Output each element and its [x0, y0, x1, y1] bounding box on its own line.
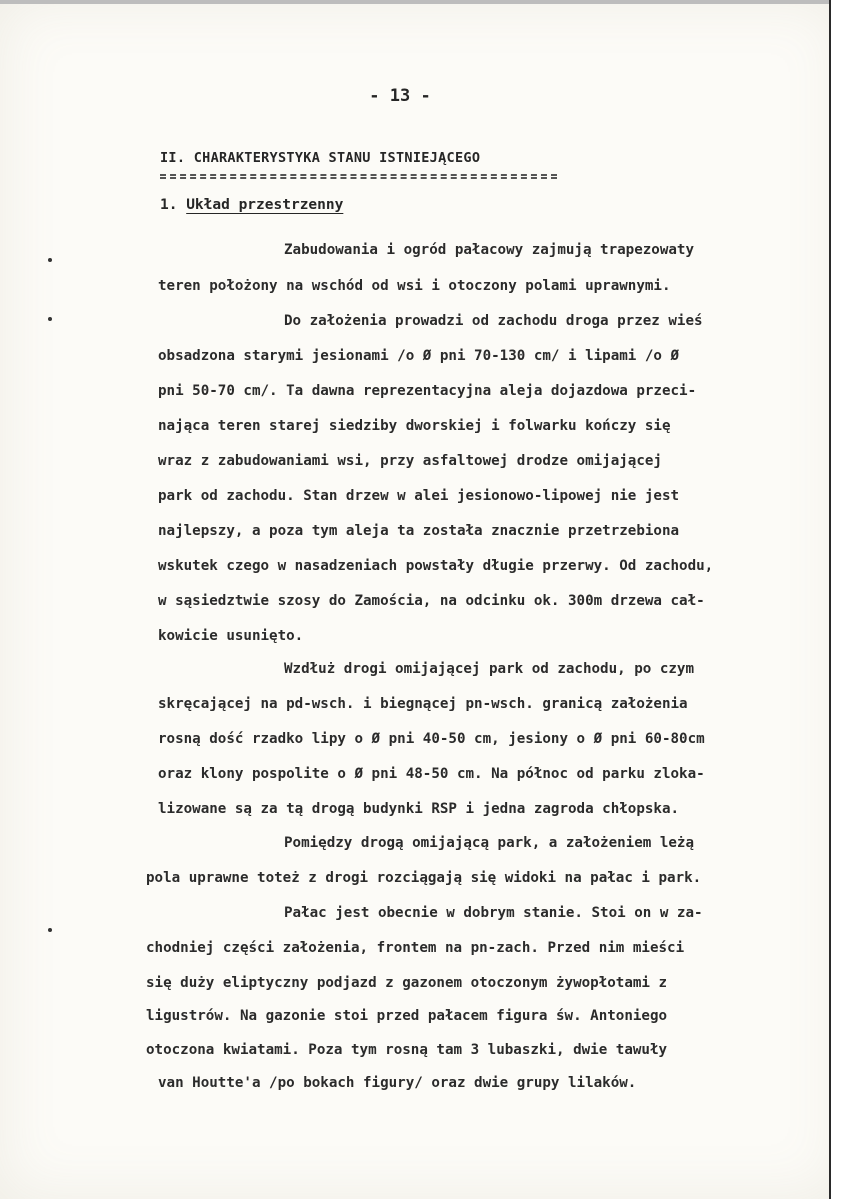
scan-right-edge [829, 0, 843, 1199]
text-line: najlepszy, a poza tym aleja ta została znacznie przetrzebiona [158, 523, 680, 539]
binder-hole-mark [48, 258, 52, 262]
text-line: teren położony na wschód od wsi i otoczony polami uprawnymi. [158, 278, 671, 294]
text-line: chodniej części założenia, frontem na pn-zach. Przed nim mieści [146, 940, 685, 956]
subsection-number: 1. [160, 197, 178, 213]
subsection-title: Układ przestrzenny [186, 197, 344, 213]
text-line: obsadzona starymi jesionami /o Ø pni 70-130 cm/ i lipami /o Ø [158, 348, 680, 364]
text-line: wraz z zabudowaniami wsi, przy asfaltowej drodze omijającej [158, 453, 662, 469]
text-line: otoczona kwiatami. Poza tym rosną tam 3 lubaszki, dwie tawuły [146, 1042, 668, 1058]
binder-hole-mark [48, 928, 52, 932]
text-line: park od zachodu. Stan drzew w alei jesionowo-lipowej nie jest [158, 488, 680, 504]
subsection-heading [160, 197, 343, 213]
text-line: Pałac jest obecnie w dobrym stanie. Stoi on w za- [284, 905, 703, 921]
text-line: nająca teren starej siedziby dworskiej i folwarku kończy się [158, 418, 671, 434]
binder-hole-mark [48, 317, 52, 321]
text-line: wskutek czego w nasadzeniach powstały długie przerwy. Od zachodu, [158, 558, 714, 574]
heading-underline [160, 174, 557, 179]
text-line: Pomiędzy drogą omijającą park, a założeniem leżą [284, 835, 694, 851]
text-line: kowicie usunięto. [158, 628, 304, 644]
text-line: Wzdłuż drogi omijającej park od zachodu, po czym [284, 661, 694, 677]
text-line: rosną dość rzadko lipy o Ø pni 40-50 cm, jesiony o Ø pni 60-80cm [158, 731, 705, 747]
text-line: Do założenia prowadzi od zachodu droga przez wieś [284, 313, 703, 329]
text-line: w sąsiedztwie szosy do Zamościa, na odcinku ok. 300m drzewa cał- [158, 593, 705, 609]
page-number: - 13 - [369, 86, 431, 106]
text-line: skręcającej na pd-wsch. i biegnącej pn-wsch. granicą założenia [158, 696, 688, 712]
text-line: lizowane są za tą drogą budynki RSP i jedna zagroda chłopska. [158, 801, 680, 817]
text-line: pola uprawne toteż z drogi rozciągają się widoki na pałac i park. [146, 870, 702, 886]
section-heading: II. CHARAKTERYSTYKA STANU ISTNIEJĄCEGO [160, 150, 481, 166]
text-line: ligustrów. Na gazonie stoi przed pałacem figura św. Antoniego [146, 1008, 668, 1024]
text-line: van Houtte'a /po bokach figury/ oraz dwie grupy lilaków. [158, 1075, 637, 1091]
text-line: pni 50-70 cm/. Ta dawna reprezentacyjna aleja dojazdowa przeci- [158, 383, 697, 399]
text-line: się duży eliptyczny podjazd z gazonem otoczonym żywopłotami z [146, 975, 668, 991]
scan-top-edge [0, 0, 843, 4]
text-line: oraz klony pospolite o Ø pni 48-50 cm. Na północ od parku zloka- [158, 766, 705, 782]
text-line: Zabudowania i ogród pałacowy zajmują trapezowaty [284, 242, 694, 258]
